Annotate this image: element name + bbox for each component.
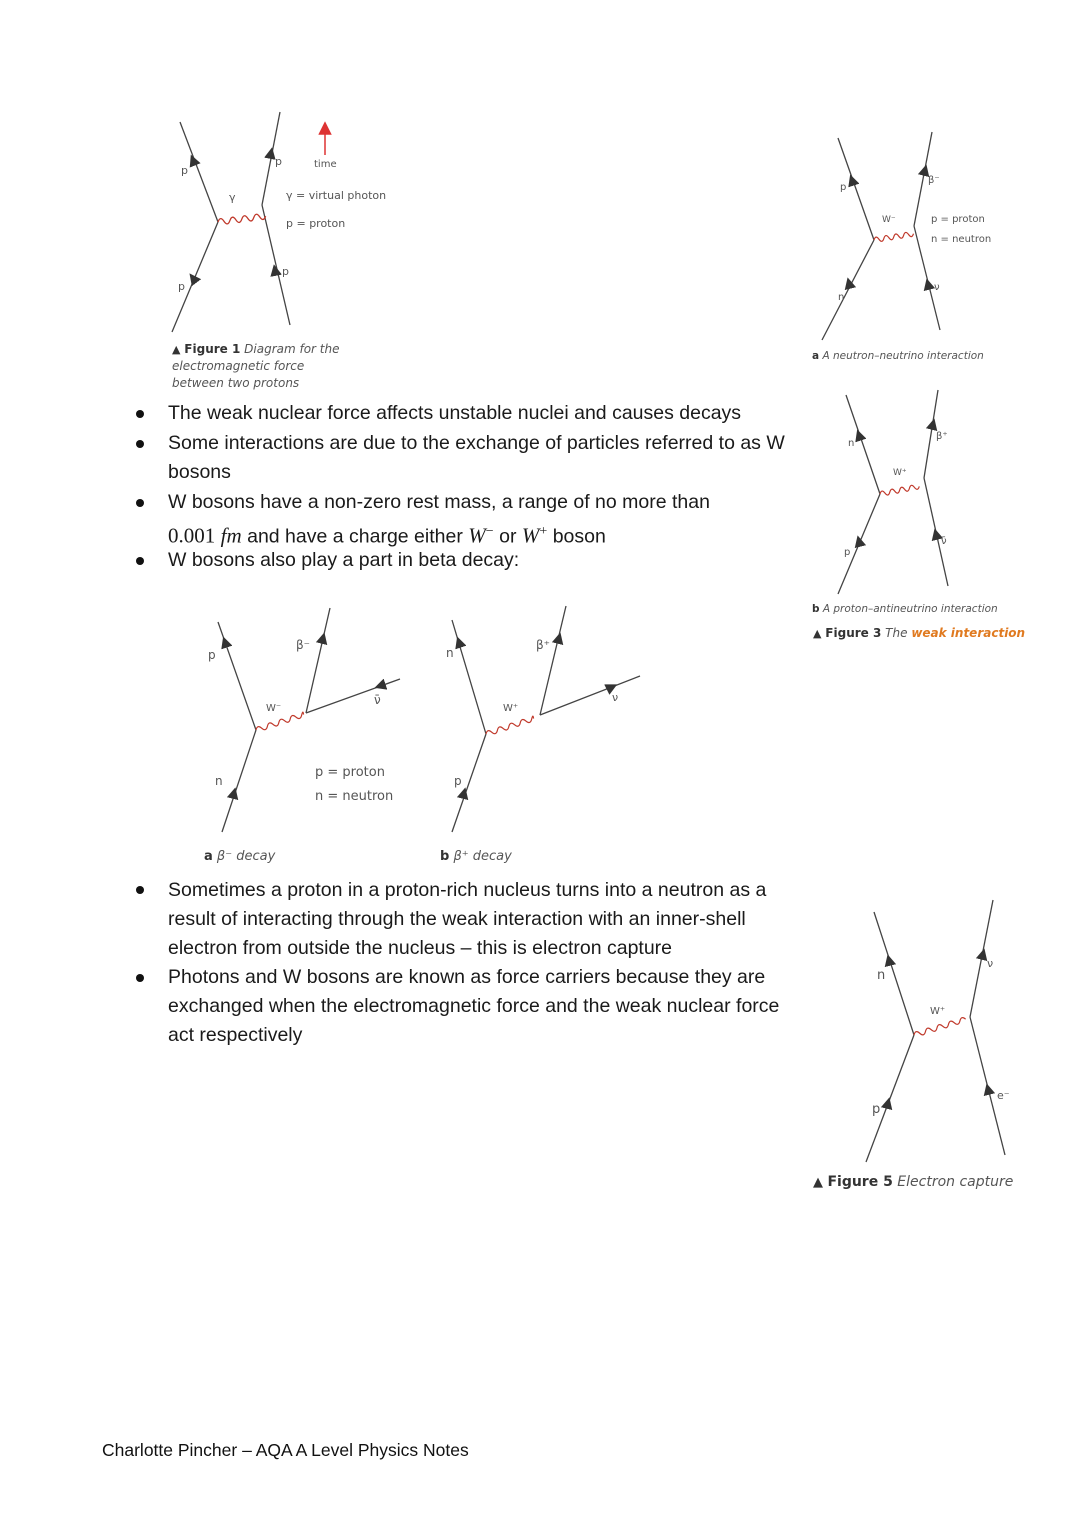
fig3b-label-boson: W⁺: [893, 468, 907, 478]
beta-plus-label-boson: W⁺: [503, 703, 519, 714]
fig5-label-p: p: [872, 1102, 881, 1117]
fig1-label-p-bl: p: [178, 280, 185, 293]
fig1-legend-p: p = proton: [286, 217, 346, 230]
wboson-line1: W bosons have a non-zero rest mass, a range of no more than: [168, 491, 710, 513]
figure1-caption-num: Figure 1: [184, 342, 241, 356]
wboson-minus-sign: −: [485, 524, 494, 539]
fig1-label-p-br: p: [282, 265, 289, 278]
figure3-caption-num: Figure 3: [825, 626, 882, 640]
fig5-label-nu: ν: [987, 957, 994, 970]
beta-minus-label-boson: W⁻: [266, 703, 282, 714]
bullet-text-4: Sometimes a proton in a proton-rich nucleus turns into a neutron as a result of interacting through the weak interaction with an inner-shell electron from outside the nucleus – this is electron capture: [168, 879, 767, 959]
fig3a-label-beta: β⁻: [928, 175, 940, 186]
beta-plus-caption-letter: b: [440, 849, 450, 864]
bullet-text-3: W bosons also play a part in beta decay:: [168, 549, 520, 571]
fig3a-label-p: p: [840, 182, 847, 193]
fig3a-legend-p: p = proton: [931, 214, 985, 225]
figure5-caption-num: Figure 5: [827, 1174, 893, 1190]
wboson-plus-sign: +: [539, 524, 548, 539]
fig5-p-n-line-lower: [866, 1035, 914, 1162]
beta-minus-label-n: n: [215, 774, 223, 788]
bullet-text-5: Photons and W bosons are known as force carriers because they are exchanged when the electromagnetic force and the weak nuclear force act respectively: [168, 966, 780, 1046]
fig1-legend-gamma: γ = virtual photon: [286, 189, 387, 202]
figure5-caption: [813, 1174, 1073, 1191]
wboson-or: or: [499, 525, 517, 548]
beta-plus-caption-text: β⁺ decay: [453, 849, 512, 864]
beta-minus-label-p: p: [208, 648, 216, 662]
beta-minus-caption-text: β⁻ decay: [216, 849, 276, 864]
caption-triangle-icon: ▲: [172, 343, 181, 356]
fig3b-label-n: n: [848, 438, 855, 449]
fig3a-label-nu: ν: [934, 282, 940, 293]
figure1-caption-text: Diagram for the electromagnetic force between two protons: [172, 342, 340, 390]
caption-triangle-icon: ▲: [813, 627, 822, 640]
fig1-label-time: time: [314, 159, 337, 170]
fig5-label-boson: W⁺: [930, 1006, 946, 1017]
caption-triangle-icon: ▲: [813, 1175, 823, 1190]
figure3b-caption-letter: b: [812, 603, 820, 615]
beta-minus-caption-letter: a: [204, 849, 213, 864]
beta-minus-label-nubar: ν̄: [374, 693, 381, 707]
wboson-mid: and have a charge either: [247, 525, 463, 548]
figure3-caption-highlight: weak interaction: [911, 626, 1026, 640]
beta-plus-label-p: p: [454, 774, 462, 788]
fig3a-label-boson: W⁻: [882, 215, 896, 225]
fig5-e-nu-line-lower: [970, 1017, 1005, 1155]
fig3b-label-nubar: ν̄: [941, 536, 947, 547]
figure3a-caption-text: A neutron–neutrino interaction: [822, 350, 984, 362]
fig3b-label-p: p: [844, 547, 851, 558]
fig1-label-gamma: γ: [229, 191, 236, 204]
fig1-label-p-tl: p: [181, 164, 188, 177]
bullet-text-2: Some interactions are due to the exchange of particles referred to as W bosons: [168, 432, 785, 483]
fig3a-label-n: n: [838, 292, 845, 303]
wboson-wplus: W: [521, 523, 540, 548]
figure3a-caption-letter: a: [812, 350, 820, 362]
fig5-boson-wave: [913, 1017, 966, 1038]
fig5-label-e: e⁻: [997, 1089, 1010, 1102]
figure3-caption-pre: The: [885, 626, 908, 640]
beta-plus-label-n: n: [446, 646, 454, 660]
beta-legend-n: n = neutron: [315, 789, 394, 804]
beta-plus-label-beta: β⁺: [536, 638, 550, 652]
bullet-text-1: The weak nuclear force affects unstable nuclei and causes decays: [168, 402, 742, 424]
beta-minus-label-beta: β⁻: [296, 638, 310, 652]
wboson-value: 0.001: [168, 523, 216, 548]
fig3a-legend-n: n = neutron: [931, 234, 992, 245]
wboson-end: boson: [552, 525, 606, 548]
fig1-label-p-tr: p: [275, 155, 282, 168]
beta-plus-label-nu: ν: [612, 691, 619, 704]
beta-legend-p: p = proton: [315, 765, 385, 780]
figure3b-caption-text: A proton–antineutrino interaction: [822, 603, 998, 615]
wboson-unit: fm: [220, 523, 242, 548]
fig5-label-n: n: [877, 968, 886, 983]
fig3b-label-beta: β⁺: [936, 431, 948, 442]
figure5-caption-text: Electron capture: [897, 1174, 1014, 1190]
page-footer: Charlotte Pincher – AQA A Level Physics Notes: [102, 1440, 469, 1460]
wboson-wminus: W: [468, 523, 486, 548]
